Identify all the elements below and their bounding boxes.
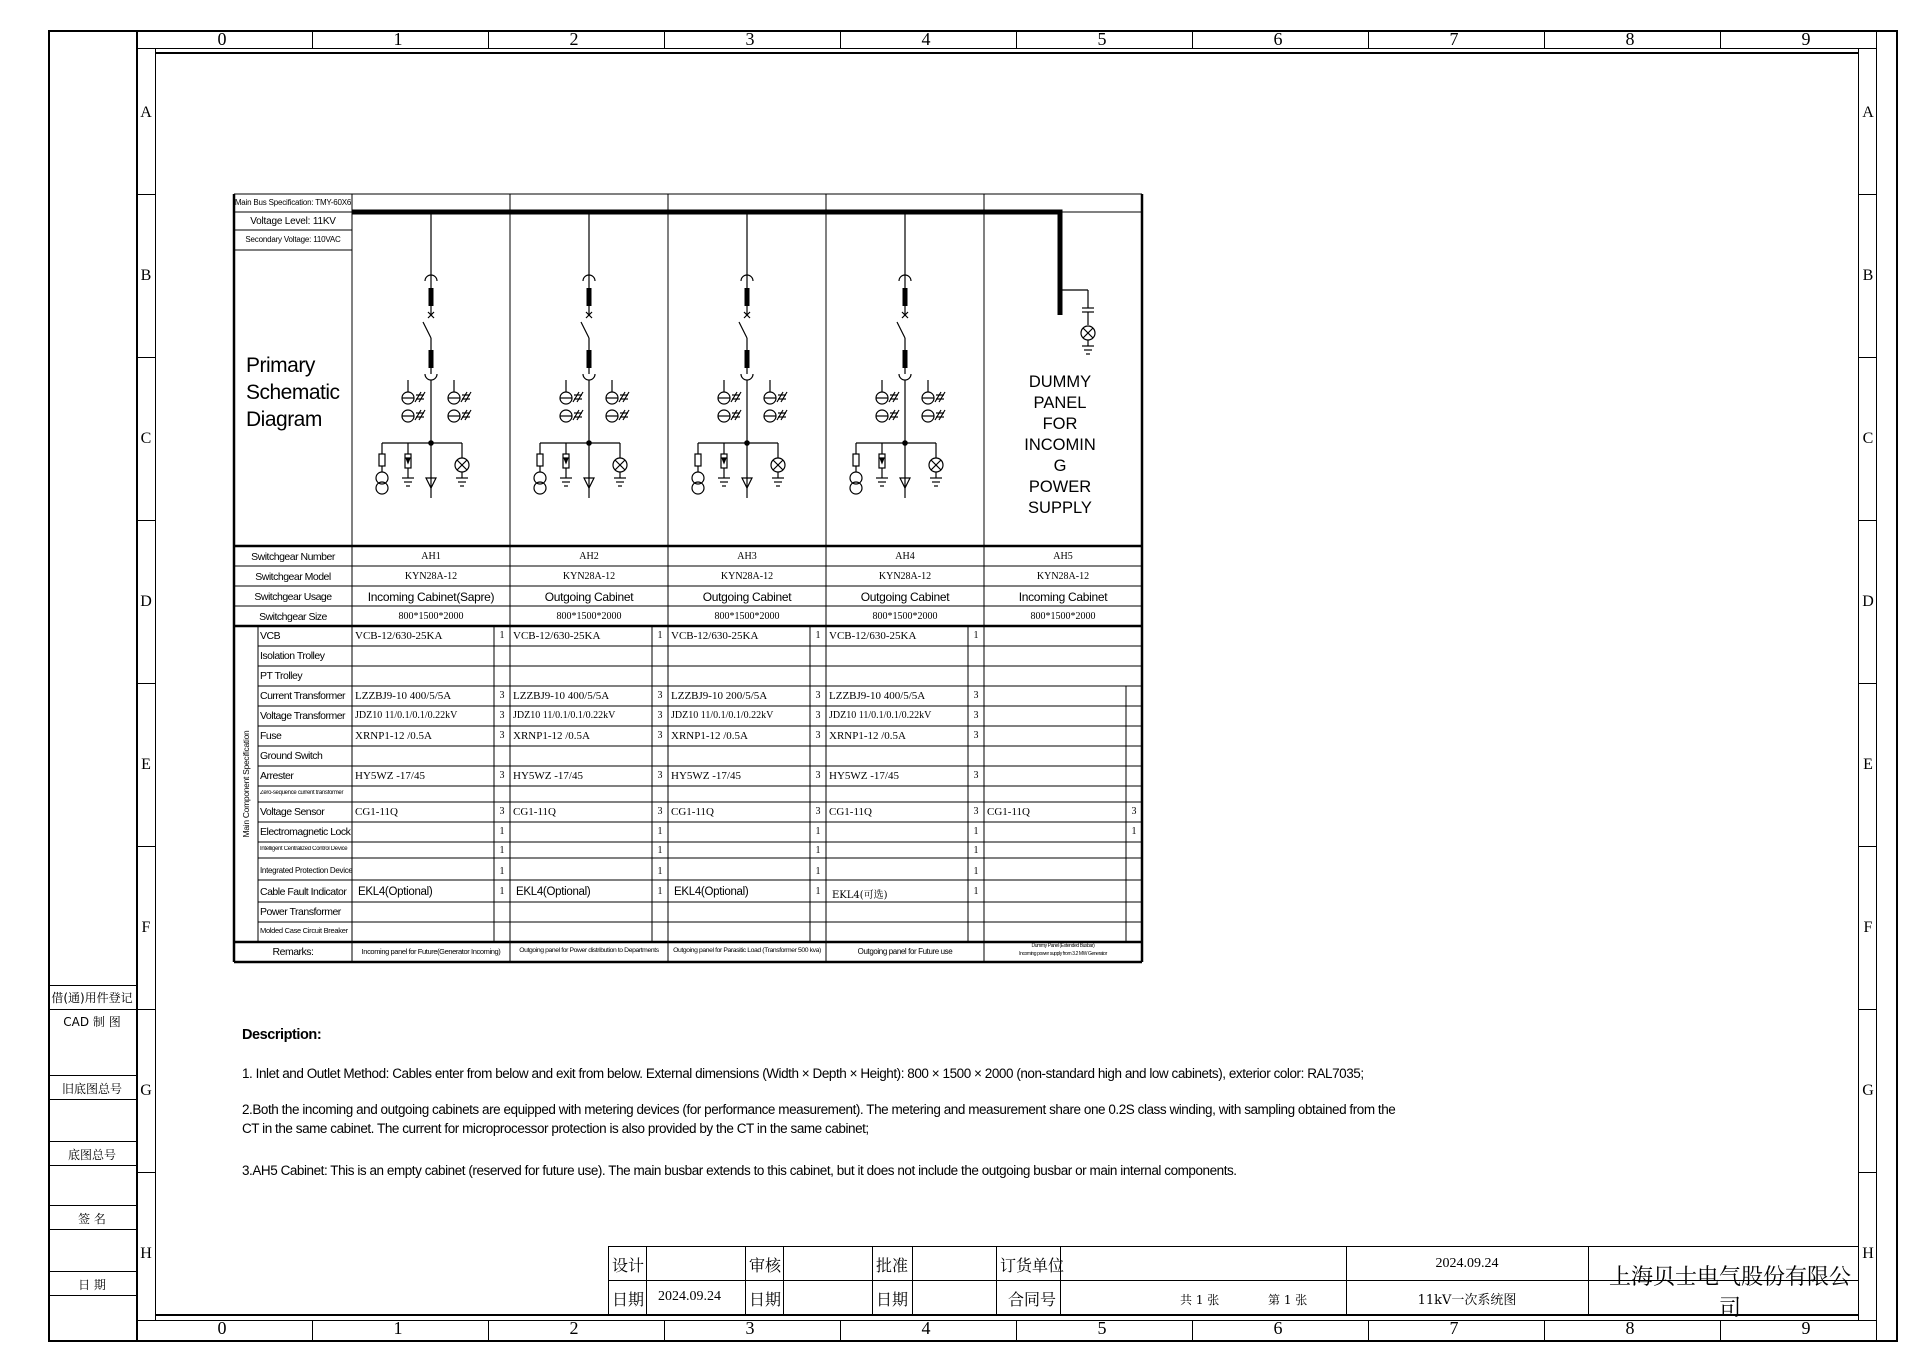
switchgear-number-label: Switchgear Number [251,551,335,563]
feeder-ah2 [534,275,629,498]
remarks-text: Outgoing panel for Parasitic Load (Transformer 500 kva) [673,947,821,954]
fuse-qty: 3 [815,730,821,741]
secondary-voltage: Secondary Voltage: 110VAC [245,235,341,244]
component-label: Current Transformer [260,690,346,702]
arrester-spec: HY5WZ -17/45 [355,770,425,782]
switchgear-model: KYN28A-12 [562,571,616,582]
grid-letter: G [140,1082,152,1099]
vt-qty: 3 [499,710,505,721]
icc-qty: 1 [973,845,979,856]
switchgear-size: 800*1500*2000 [714,611,780,622]
description-line-2b: CT in the same cabinet. The current for microprocessor protection is also provided by the CT in the same cabinet; [242,1121,869,1136]
grid-number: 3 [745,29,755,49]
company-name: 上海贝士电气股份有限公司 [1608,1265,1851,1321]
remarks-text: Incoming panel for Future(Generator Incoming) [361,947,501,956]
vcb-spec: VCB-12/630-25KA [513,630,601,642]
grid-number: 2 [569,29,579,49]
sensor-qty: 3 [815,806,821,817]
ipd-qty: 1 [973,866,979,877]
vt-spec: JDZ10 11/0.1/0.1/0.22kV [355,710,458,721]
grid-number: 6 [1273,29,1283,49]
ipd-qty: 1 [815,866,821,877]
cfi-qty: 1 [815,886,821,897]
dummy-line: POWER [1028,478,1092,496]
component-label: Cable Fault Indicator [260,886,347,898]
ct-spec: LZZBJ9-10 200/5/5A [671,690,768,702]
grid-letter: G [1862,1082,1874,1099]
component-label: Arrester [260,770,294,782]
grid-number: 2 [569,1318,579,1338]
switchgear-number: AH1 [421,551,441,562]
switchgear-size-label: Switchgear Size [259,611,327,623]
grid-number: 5 [1097,1318,1107,1338]
remarks-text: Dummy Panel (Extended Busbar) [1031,943,1095,949]
component-label: Fuse [260,730,282,742]
dummy-panel-text [1024,372,1096,519]
grid-number: 1 [393,29,403,49]
arrester-qty: 3 [815,770,821,781]
grid-letter: C [140,430,152,447]
component-label: Isolation Trolley [260,650,325,662]
grid-letter: H [1862,1245,1874,1262]
fuse-spec: XRNP1-12 /0.5A [671,730,749,742]
grid-letter: D [1862,593,1874,610]
sensor-spec: CG1-11Q [513,806,556,818]
cfi-spec: EKL4(Optional) [358,886,433,898]
grid-letter: H [140,1245,152,1262]
approve-label: 批准 [876,1256,909,1275]
ct-qty: 3 [815,690,821,701]
fuse-spec: XRNP1-12 /0.5A [355,730,433,742]
cfi-qty: 1 [657,886,663,897]
arrester-spec: HY5WZ -17/45 [829,770,899,782]
grid-number: 1 [393,1318,403,1338]
grid-number: 5 [1097,29,1107,49]
cad-label: CAD 制 图 [63,1015,121,1029]
vcb-spec: VCB-12/630-25KA [671,630,759,642]
switchgear-model: KYN28A-12 [720,571,774,582]
switchgear-size: 800*1500*2000 [556,611,622,622]
grid-number: 4 [921,29,931,49]
switchgear-usage: Incoming Cabinet [1018,590,1108,604]
switchgear-model-label: Switchgear Model [255,571,331,583]
grid-number: 7 [1449,1318,1459,1338]
ct-spec: LZZBJ9-10 400/5/5A [513,690,610,702]
switchgear-number: AH3 [737,551,757,562]
switchgear-number: AH2 [579,551,599,562]
switchgear-number: AH4 [895,551,915,562]
ct-spec: LZZBJ9-10 400/5/5A [829,690,926,702]
vcb-qty: 1 [657,630,663,641]
fuse-qty: 3 [499,730,505,741]
component-label: Integrated Protection Device [260,866,353,875]
registration-label: 借(通)用件登记 [51,991,133,1005]
component-label: Electromagnetic Lock [260,826,351,838]
ct-qty: 3 [657,690,663,701]
sensor-spec: CG1-11Q [829,806,872,818]
lock-qty: 1 [973,826,979,837]
drawing-name: 11kV一次系统图 [1417,1293,1517,1308]
dummy-line: FOR [1042,415,1078,433]
switchgear-size: 800*1500*2000 [872,611,938,622]
grid-letter: E [1863,756,1873,773]
description-line-2a: 2.Both the incoming and outgoing cabinets are equipped with metering devices (for performance measurement). The metering and measurement share one 0.2S class winding, with sampling obtained from the [242,1102,1396,1117]
sensor-spec: CG1-11Q [987,806,1030,818]
dummy-line: SUPPLY [1028,499,1092,517]
grid-letter: A [1862,104,1874,121]
grid-number: 9 [1801,29,1811,49]
grid-letter: F [141,919,151,936]
switchgear-model: KYN28A-12 [1036,571,1090,582]
signature-label: 签 名 [78,1212,106,1226]
lock-qty: 1 [657,826,663,837]
icc-qty: 1 [657,845,663,856]
contract-label: 合同号 [1008,1290,1057,1309]
vt-spec: JDZ10 11/0.1/0.1/0.22kV [671,710,774,721]
vt-qty: 3 [657,710,663,721]
grid-letter: B [1862,267,1874,284]
approve-date-label: 日期 [876,1290,909,1309]
vt-qty: 3 [815,710,821,721]
remarks-text: Outgoing panel for Future use [857,947,953,956]
drawing-number-label: 底图总号 [67,1148,116,1162]
component-label: Voltage Sensor [260,806,325,818]
drawing-date: 2024.09.24 [1435,1256,1499,1271]
title-line: Diagram [246,408,322,431]
design-date: 2024.09.24 [658,1289,721,1304]
ct-qty: 3 [973,690,979,701]
description-line-3: 3.AH5 Cabinet: This is an empty cabinet (reserved for future use). The main busbar extends to this cabinet, but it does not include the outgoing busbar or main internal components. [242,1163,1237,1178]
component-label: Voltage Transformer [260,710,346,722]
switchgear-usage: Outgoing Cabinet [544,590,634,604]
fuse-spec: XRNP1-12 /0.5A [829,730,907,742]
component-label: PT Trolley [260,670,303,682]
design-label: 设计 [612,1256,645,1275]
vt-spec: JDZ10 11/0.1/0.1/0.22kV [829,710,932,721]
sensor-qty: 3 [1131,806,1137,817]
main-component-spec-label: Main Component Specification [241,730,251,838]
old-drawing-number-label: 旧底图总号 [61,1082,122,1096]
lock-qty: 1 [499,826,505,837]
grid-letter: E [141,756,151,773]
ipd-qty: 1 [657,866,663,877]
description-heading: Description: [242,1027,322,1043]
component-label: Molded Case Circuit Breaker [260,926,348,935]
ct-qty: 3 [499,690,505,701]
title-line: Primary [246,354,315,377]
switchgear-model: KYN28A-12 [878,571,932,582]
dummy-line: INCOMIN [1024,436,1096,454]
vcb-spec: VCB-12/630-25KA [829,630,917,642]
vt-spec: JDZ10 11/0.1/0.1/0.22kV [513,710,616,721]
component-label: Intelligent Centralized Control Device [260,846,348,852]
dummy-line: G [1053,457,1067,475]
ipd-qty: 1 [499,866,505,877]
vcb-qty: 1 [815,630,821,641]
grid-number: 9 [1801,1318,1811,1338]
grid-letter: F [1863,919,1873,936]
dummy-line: DUMMY [1028,373,1092,391]
fuse-qty: 3 [973,730,979,741]
grid-number: 0 [217,29,227,49]
ct-spec: LZZBJ9-10 400/5/5A [355,690,452,702]
grid-number: 4 [921,1318,931,1338]
main-bus-spec: Main Bus Specification: TMY-60X6 [234,198,352,207]
arrester-qty: 3 [499,770,505,781]
title-line: Schematic [246,381,340,404]
grid-number: 6 [1273,1318,1283,1338]
sheets-total: 共 1 张 [1180,1293,1220,1307]
arrester-spec: HY5WZ -17/45 [671,770,741,782]
grid-letter: B [140,267,152,284]
dummy-line: PANEL [1033,394,1087,412]
cfi-spec: EKL4(Optional) [516,886,591,898]
feeder-ah3 [692,275,787,498]
main-component-spec-label-cell [234,626,258,942]
grid-number: 0 [217,1318,227,1338]
switchgear-number: AH5 [1053,551,1073,562]
sensor-qty: 3 [657,806,663,817]
vcb-qty: 1 [499,630,505,641]
review-label: 审核 [749,1256,782,1275]
arrester-qty: 3 [657,770,663,781]
lock-qty: 1 [815,826,821,837]
lock-qty: 1 [1131,826,1137,837]
switchgear-size: 800*1500*2000 [398,611,464,622]
date-label: 日期 [612,1290,645,1309]
grid-number: 8 [1625,1318,1635,1338]
remarks-label: Remarks: [272,946,314,958]
switchgear-model: KYN28A-12 [404,571,458,582]
component-label: Power Transformer [260,906,341,918]
review-date-label: 日期 [749,1290,782,1309]
icc-qty: 1 [499,845,505,856]
voltage-level: Voltage Level: 11KV [250,216,336,227]
remarks-text: Incoming power supply from 3.2 MW Generator [1019,951,1107,957]
fuse-qty: 3 [657,730,663,741]
component-label: Ground Switch [260,750,323,762]
primary-schematic-title [246,352,340,433]
grid-number: 8 [1625,29,1635,49]
grid-number: 3 [745,1318,755,1338]
vt-qty: 3 [973,710,979,721]
fuse-spec: XRNP1-12 /0.5A [513,730,591,742]
switchgear-usage: Incoming Cabinet(Sapre) [367,590,495,604]
arrester-qty: 3 [973,770,979,781]
switchgear-usage: Outgoing Cabinet [702,590,792,604]
grid-letter: A [140,104,152,121]
feeder-ah1 [376,275,471,498]
component-label: Zero-sequence current transformer [260,790,344,796]
cfi-qty: 1 [499,886,505,897]
remarks-text: Outgoing panel for Power distribution to Departments [519,947,659,954]
order-unit-label: 订货单位 [1000,1256,1065,1275]
arrester-spec: HY5WZ -17/45 [513,770,583,782]
sensor-spec: CG1-11Q [355,806,398,818]
vcb-spec: VCB-12/630-25KA [355,630,443,642]
component-label: VCB [260,630,281,642]
switchgear-usage-label: Switchgear Usage [254,591,332,603]
switchgear-usage: Outgoing Cabinet [860,590,950,604]
icc-qty: 1 [815,845,821,856]
feeder-ah4 [850,275,945,498]
grid-letter: D [140,593,152,610]
grid-number: 7 [1449,29,1459,49]
switchgear-size: 800*1500*2000 [1030,611,1096,622]
cfi-qty: 1 [973,886,979,897]
sensor-spec: CG1-11Q [671,806,714,818]
date-label: 日 期 [78,1278,106,1292]
grid-letter: C [1862,430,1874,447]
cfi-spec: EKL4(可选) [832,890,888,901]
cfi-spec: EKL4(Optional) [674,886,749,898]
sheet-number: 第 1 张 [1268,1293,1308,1307]
description-line-1: 1. Inlet and Outlet Method: Cables enter from below and exit from below. External dimensions (Width × Depth × Height): 800 × 1500 × 2000 (non-standard high and low cabinets), exterior color: RAL7035; [242,1066,1364,1081]
vcb-qty: 1 [973,630,979,641]
sensor-qty: 3 [499,806,505,817]
sensor-qty: 3 [973,806,979,817]
